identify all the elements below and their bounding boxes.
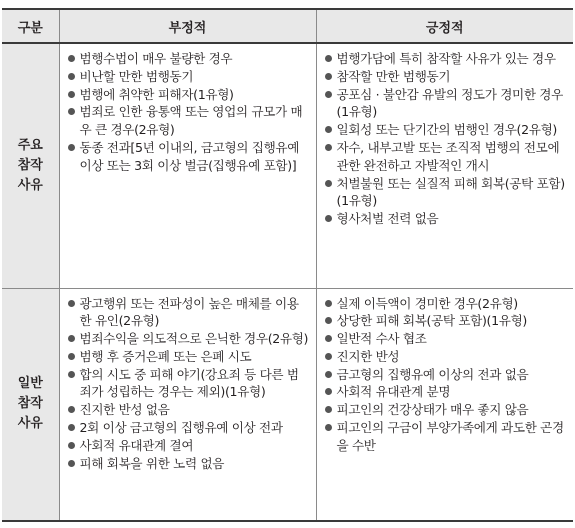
list-item <box>66 295 310 331</box>
bullet-icon <box>68 91 75 98</box>
item-text: 피고인의 건강상태가 매우 좋지 않음 <box>336 402 529 418</box>
category-cell-general <box>2 288 59 521</box>
negative-list <box>66 295 310 473</box>
list-item <box>66 50 310 68</box>
header-negative: 부정적 <box>59 9 316 43</box>
list-item <box>323 383 568 401</box>
header-row <box>2 9 573 43</box>
list-item <box>66 401 310 419</box>
positive-list <box>323 50 568 228</box>
sentencing-factors-table <box>2 8 573 522</box>
bullet-icon <box>325 126 332 133</box>
item-text: 2회 이상 금고형의 집행유예 이상 전과 <box>79 420 283 436</box>
item-text: 범죄수익을 의도적으로 은닉한 경우(2유형) <box>79 331 309 347</box>
list-item <box>66 419 310 437</box>
item-text: 공포심 · 불안감 유발의 정도가 경미한 경우(1유형) <box>336 86 563 120</box>
list-item <box>323 366 568 384</box>
item-text: 상당한 피해 회복(공탁 포함)(1유형) <box>336 313 527 329</box>
item-text: 진지한 반성 <box>336 348 400 364</box>
category-line: 일반 <box>17 376 43 392</box>
bullet-icon <box>325 300 332 307</box>
item-text: 범행 후 증거은폐 또는 은폐 시도 <box>79 348 252 364</box>
item-text: 자수, 내부고발 또는 조직적 범행의 전모에 관한 완전하고 자발적인 개시 <box>336 139 560 173</box>
list-item <box>66 366 310 402</box>
negative-cell-general <box>59 288 316 521</box>
list-item <box>323 121 568 139</box>
list-item <box>323 401 568 419</box>
list-item <box>323 419 568 455</box>
item-text: 일반적 수사 협조 <box>336 331 427 347</box>
bullet-icon <box>325 317 332 324</box>
header-category: 구분 <box>2 9 59 43</box>
bullet-icon <box>325 353 332 360</box>
bullet-icon <box>68 55 75 62</box>
bullet-icon <box>68 460 75 467</box>
bullet-icon <box>68 73 75 80</box>
list-item <box>323 68 568 86</box>
item-text: 사회적 유대관계 결여 <box>79 437 194 453</box>
negative-list <box>66 50 310 175</box>
item-text: 비난할 만한 범행동기 <box>79 68 194 84</box>
bullet-icon <box>325 388 332 395</box>
item-text: 범행가담에 특히 참작할 사유가 있는 경우 <box>336 51 556 66</box>
bullet-icon <box>68 335 75 342</box>
item-text: 범죄로 인한 융통액 또는 영업의 규모가 매우 큰 경우(2유형) <box>79 104 303 138</box>
bullet-icon <box>325 91 332 98</box>
bullet-icon <box>325 144 332 151</box>
bullet-icon <box>68 424 75 431</box>
bullet-icon <box>325 55 332 62</box>
item-text: 범행수법이 매우 불량한 경우 <box>79 51 233 66</box>
item-text: 참작할 만한 범행동기 <box>336 68 451 84</box>
list-item <box>323 86 568 122</box>
bullet-icon <box>68 300 75 307</box>
item-text: 금고형의 집행유예 이상의 전과 없음 <box>336 366 529 382</box>
header-positive: 긍정적 <box>316 9 573 43</box>
item-text: 사회적 유대관계 분명 <box>336 384 451 400</box>
bullet-icon <box>325 335 332 342</box>
list-item <box>66 103 310 139</box>
category-cell-major <box>2 43 59 288</box>
list-item <box>66 139 310 175</box>
item-text: 동종 전과[5년 이내의, 금고형의 집행유예 이상 또는 3회 이상 벌금(집행유예 포함)] <box>79 139 300 173</box>
row-major-factors <box>2 43 573 288</box>
negative-cell-major <box>59 43 316 288</box>
bullet-icon <box>68 353 75 360</box>
positive-cell-major <box>316 43 573 288</box>
item-text: 실제 이득액이 경미한 경우(2유형) <box>336 295 518 311</box>
category-line: 사유 <box>17 416 43 432</box>
category-line: 사유 <box>17 177 43 193</box>
bullet-icon <box>325 424 332 431</box>
item-text: 처벌불원 또는 실질적 피해 회복(공탁 포함)(1유형) <box>336 175 565 209</box>
list-item <box>66 330 310 348</box>
item-text: 광고행위 또는 전파성이 높은 매체를 이용한 유인(2유형) <box>79 295 299 329</box>
bullet-icon <box>68 442 75 449</box>
list-item <box>323 50 568 68</box>
list-item <box>323 175 568 211</box>
list-item <box>323 312 568 330</box>
bullet-icon <box>325 406 332 413</box>
bullet-icon <box>68 371 75 378</box>
list-item <box>66 68 310 86</box>
list-item <box>66 86 310 104</box>
item-text: 범행에 취약한 피해자(1유형) <box>79 86 234 102</box>
list-item <box>66 348 310 366</box>
bullet-icon <box>68 108 75 115</box>
item-text: 피해 회복을 위한 노력 없음 <box>79 455 225 471</box>
list-item <box>323 295 568 313</box>
item-text: 피고인의 구금이 부양가족에게 과도한 곤경을 수반 <box>336 420 564 453</box>
list-item <box>323 139 568 175</box>
row-general-factors <box>2 288 573 521</box>
item-text: 형사처벌 전력 없음 <box>336 211 439 227</box>
bullet-icon <box>325 73 332 80</box>
positive-cell-general <box>316 288 573 521</box>
item-text: 합의 시도 중 피해 야기(강요죄 등 다른 범죄가 성립하는 경우는 제외)(1유형) <box>79 366 299 400</box>
category-line: 참작 <box>17 157 43 173</box>
category-line: 참작 <box>17 396 43 412</box>
bullet-icon <box>68 144 75 151</box>
list-item <box>66 437 310 455</box>
bullet-icon <box>325 371 332 378</box>
positive-list <box>323 295 568 455</box>
bullet-icon <box>325 180 332 187</box>
bullet-icon <box>68 406 75 413</box>
category-line: 주요 <box>17 137 43 153</box>
list-item <box>323 210 568 228</box>
list-item <box>323 330 568 348</box>
list-item <box>66 455 310 473</box>
item-text: 일회성 또는 단기간의 범행인 경우(2유형) <box>336 122 557 138</box>
list-item <box>323 348 568 366</box>
item-text: 진지한 반성 없음 <box>79 402 170 418</box>
bullet-icon <box>325 215 332 222</box>
